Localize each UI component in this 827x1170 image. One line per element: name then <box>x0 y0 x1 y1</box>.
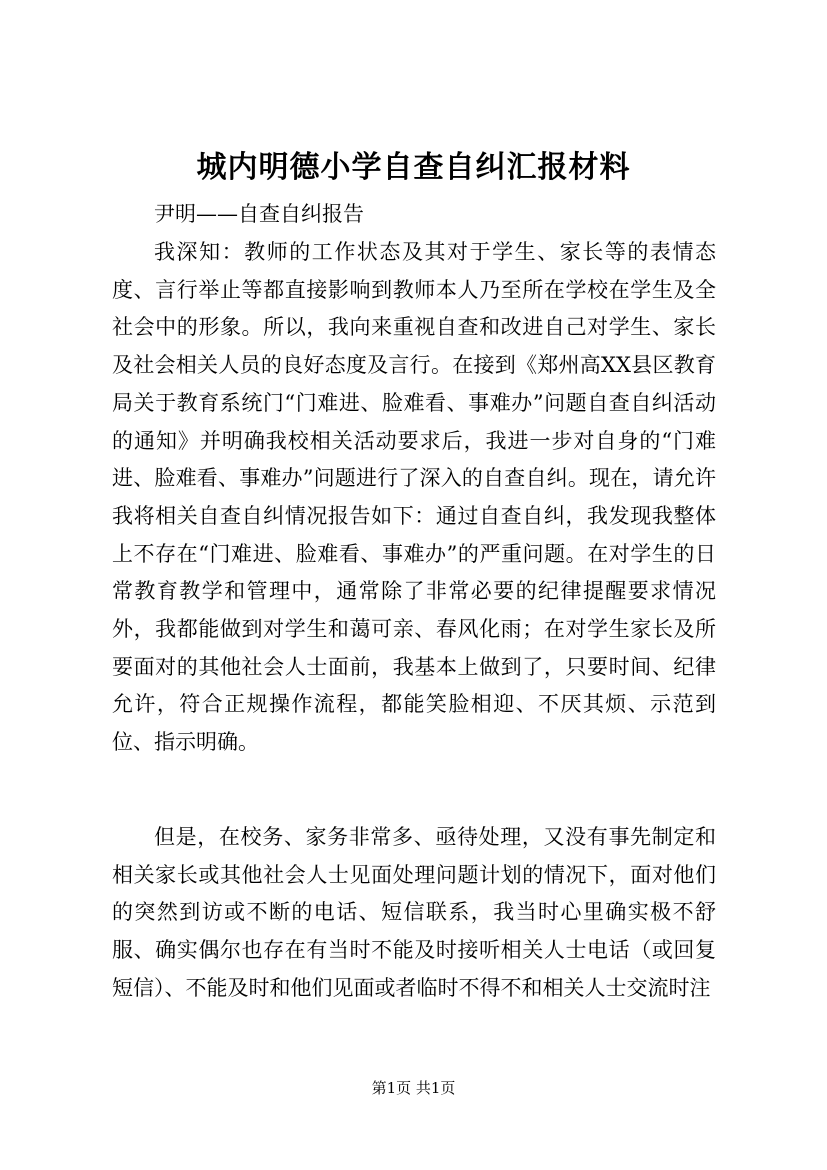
page-footer: 第1页 共1页 <box>371 1079 456 1097</box>
paragraph-1: 我深知：教师的工作状态及其对于学生、家长等的表情态度、言行举止等都直接影响到教师本人乃至所在学校在学生及全社会中的形象。所以，我向来重视自查和改进自己对学生、家长及社会相关人员的良好态度及言行。在接到《郑州高XX县区教育局关于教育系统门“门难进、脸难看、事难办”问题自查自纠活动的通知》并明确我校相关活动要求后，我进一步对自身的“门难进、脸难看、事难办”问题进行了深入的自查自纠。现在，请允许我将相关自查自纠情况报告如下：通过自查自纠，我发现我整体上不存在“门难进、脸难看、事难办”的严重问题。在对学生的日常教育教学和管理中，通常除了非常必要的纪律提醒要求情况外，我都能做到对学生和蔼可亲、春风化雨；在对学生家长及所要面对的其他社会人士面前，我基本上做到了，只要时间、纪律允许，符合正规操作流程，都能笑脸相迎、不厌其烦、示范到位、指示明确。 <box>112 240 716 755</box>
paragraph-2: 但是，在校务、家务非常多、亟待处理，又没有事先制定和相关家长或其他社会人士见面处理问题计划的情况下，面对他们的突然到访或不断的电话、短信联系，我当时心里确实极不舒服、确实偶尔也存在有当时不能及时接听相关人士电话（或回复短信）、不能及时和他们见面或者临时不得不和相关人士交流时注 <box>112 825 716 1000</box>
document-subtitle: 尹明——自查自纠报告 <box>154 202 364 226</box>
document-title: 城内明德小学自查自纠汇报材料 <box>196 150 631 185</box>
